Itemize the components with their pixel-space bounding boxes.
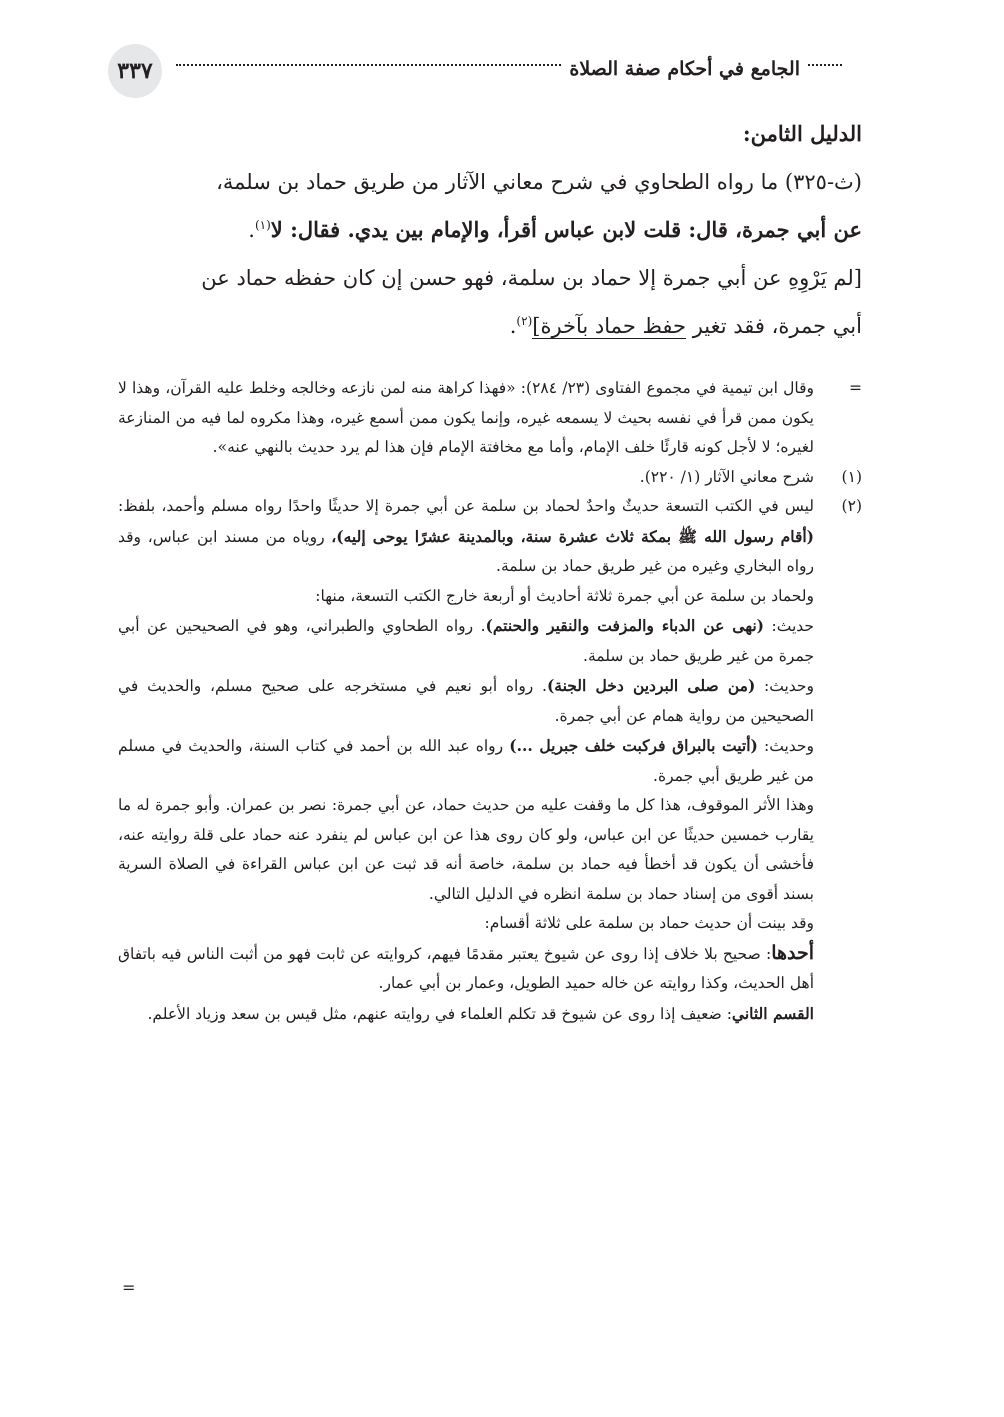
footnote-ref-2[interactable]: (٢): [516, 314, 533, 328]
footnote-ref-1[interactable]: (١): [254, 218, 271, 232]
footnote-2: (٢) ليس في الكتب التسعة حديثٌ واحدٌ لحماد بن سلمة عن أبي جمرة إلا حديثًا واحدًا رواه مسلم وأحمد، بلفظ: (أقام رسول الله ﷺ بمكة ثلاث عشرة سنة، وبالمدينة عشرًا يوحى إليه)، روياه من مسند ابن عباس، وقد رواه البخاري وغيره من غير طريق حماد بن سلمة.: [118, 497, 862, 575]
page-number-badge: ٣٣٧: [108, 44, 162, 98]
main-text: [146, 110, 862, 350]
header-dots-right: [808, 54, 842, 66]
continued-mark: =: [122, 1278, 136, 1297]
footnotes: [118, 374, 862, 1029]
footnote-2-para-d: وحديث: (أتيت بالبراق فركبت خلف جبريل ...) رواه عبد الله بن أحمد في كتاب السنة، والحديث في مسلم من غير طريق أبي جمرة.: [118, 736, 814, 785]
running-header: [176, 54, 842, 84]
footnote-2-para-b: حديث: (نهى عن الدباء والمزفت والنقير والحنتم). رواه الطحاوي والطبراني، وهو في الصحيحين عن أبي جمرة من غير طريق حماد بن سلمة.: [118, 616, 814, 665]
footnote-2-para-g: أحدها: صحيح بلا خلاف إذا روى عن شيوخ يعتبر مقدمًا فيهم، كروايته عن ثابت فهو من أثبت الناس فيه باتفاق أهل الحديث، وكذا روايته عن خاله حميد الطويل، وعمار بن أبي عمار.: [118, 941, 814, 992]
running-title: الجامع في أحكام صفة الصلاة: [569, 58, 800, 80]
footnote-continuation: = وقال ابن تيمية في مجموع الفتاوى (٢٣/ ٢٨٤): «فهذا كراهة منه لمن نازعه وخالجه وخلط عليه القرآن، وهذا لا يكون ممن قرأ في نفسه بحيث لا يسمعه غيره، وإنما يكون ممن أسمع غيره، وهذا مكروه لما فيه من المنازعة لغيره؛ لا لأجل كونه قارئًا خلف الإمام، وأما مع مخافتة الإمام فإن هذا لم يرد حديث بالنهي عنه».: [118, 374, 862, 463]
footnote-2-para-c: وحديث: (من صلى البردين دخل الجنة). رواه أبو نعيم في مستخرجه على صحيح مسلم، والحديث في الصحيحين من رواية همام عن أبي جمرة.: [118, 676, 814, 725]
section-heading: الدليل الثامن:: [742, 121, 862, 146]
main-line-4: أبي جمرة، فقد تغير حفظ حماد بآخرة]$^{(٢)}$.: [509, 314, 862, 338]
footnote-2-para-h: القسم الثاني: ضعيف إذا روى عن شيوخ قد تكلم العلماء في روايته عنهم، مثل قيس بن سعد وزياد الأعلم.: [147, 1003, 814, 1023]
footnote-1: (١) شرح معاني الآثار (١/ ٢٢٠).: [639, 467, 862, 486]
footnote-2-para-a: ولحماد بن سلمة عن أبي جمرة ثلاثة أحاديث أو أربعة خارج الكتب التسعة، منها:: [315, 586, 814, 605]
main-line-1: (ث-٣٢٥) ما رواه الطحاوي في شرح معاني الآثار من طريق حماد بن سلمة،: [216, 170, 862, 194]
footnote-2-para-e: وهذا الأثر الموقوف، هذا كل ما وقفت عليه من حديث حماد، عن أبي جمرة: نصر بن عمران. وأبو جمرة له ما يقارب خمسين حديثًا عن ابن عباس، ولو كان روى هذا عن ابن عباس لم ينفرد عنه حماد على قلة روايته عنه، فأخشى أن يكون قد أخطأ فيه حماد بن سلمة، خاصة أنه قد ثبت عن ابن عباس القراءة في الصلاة السرية بسند أقوى من إسناد حماد بن سلمة انظره في الدليل التالي.: [118, 796, 814, 903]
footnote-2-para-f: وقد بينت أن حديث حماد بن سلمة على ثلاثة أقسام:: [484, 914, 814, 932]
header-dots-left: [176, 54, 561, 66]
main-line-3: [لم يَرْوِهِ عن أبي جمرة إلا حماد بن سلمة، فهو حسن إن كان حفظه حماد عن: [201, 266, 862, 290]
continuation-mark: =: [849, 379, 862, 397]
main-line-2: عن أبي جمرة، قال: قلت لابن عباس أقرأ، والإمام بين يدي. فقال: لا$^{(١)}$.: [248, 217, 862, 242]
